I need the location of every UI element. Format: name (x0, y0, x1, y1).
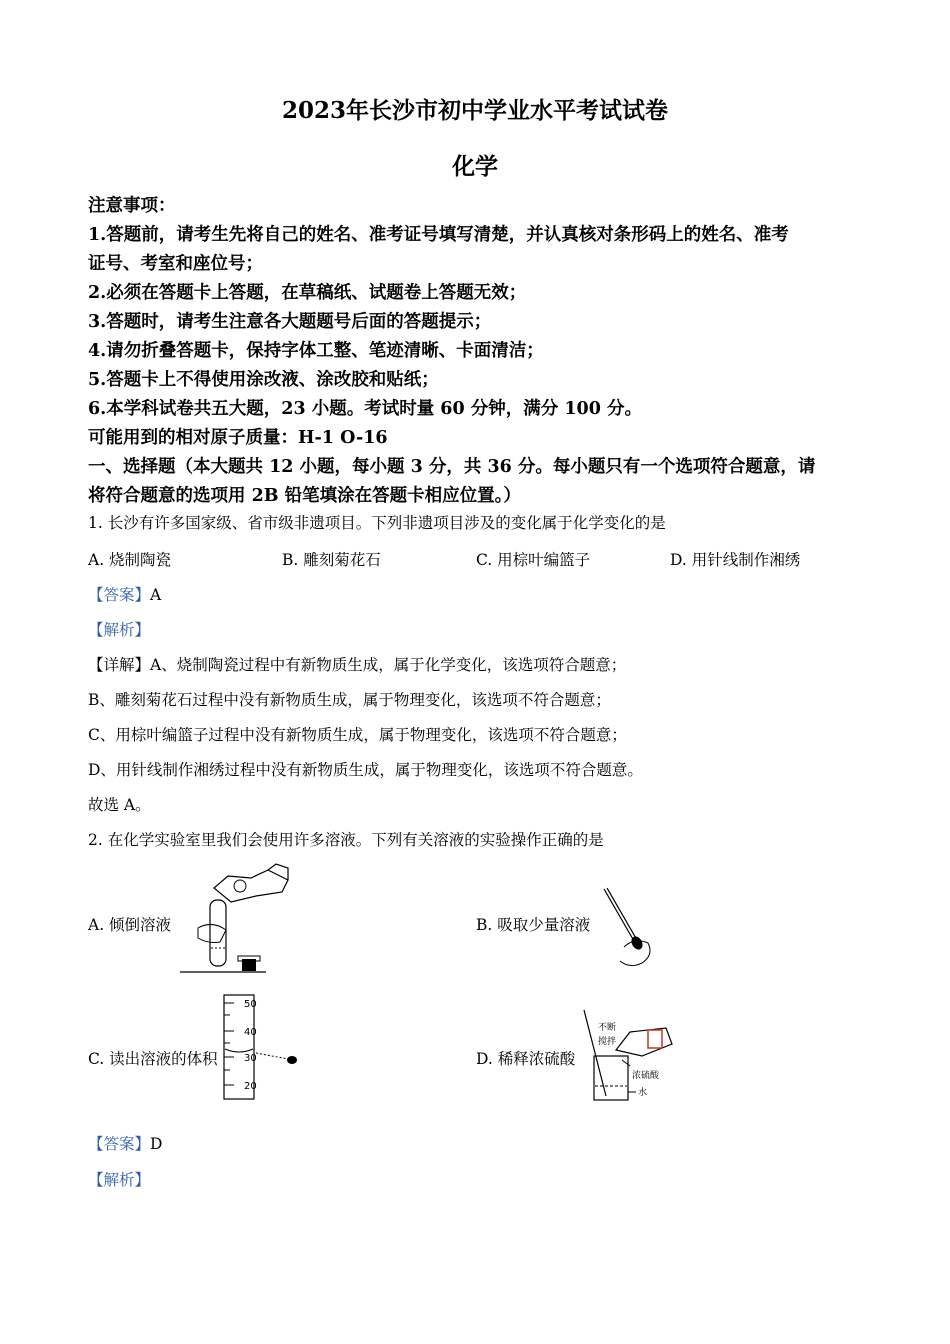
notice-heading: 注意事项： (88, 196, 176, 216)
q2-option-a: A. 倾倒溶液 (88, 916, 172, 934)
section-heading-cont: 将符合题意的选项用 2B 铅笔填涂在答题卡相应位置。） (88, 486, 521, 506)
subject-title: 化学 (452, 153, 498, 180)
notice-item: 6.本学科试卷共五大题，23 小题。考试时量 60 分钟，满分 100 分。 (88, 399, 642, 419)
q2-option-d: D. 稀释浓硫酸 (476, 1050, 576, 1068)
q1-option-b: B. 雕刻菊花石 (282, 551, 381, 569)
q1-answer (88, 583, 161, 605)
cylinder-tick-label: 30 (244, 1053, 257, 1064)
diagram-label: 浓硫酸 (632, 1071, 660, 1081)
dropper-diagram (590, 885, 660, 975)
notice-item: 4.请勿折叠答题卡，保持字体工整、笔迹清晰、卡面清洁； (88, 341, 544, 361)
question-1-stem: 1. 长沙有许多国家级、省市级非遗项目。下列非遗项目涉及的变化属于化学变化的是 (88, 514, 666, 532)
q1-detail-line: B、雕刻菊花石过程中没有新物质生成，属于物理变化，该选项不符合题意； (88, 691, 611, 709)
q1-detail-line: C、用棕叶编篮子过程中没有新物质生成，属于物理变化，该选项不符合题意； (88, 726, 627, 744)
notice-item: 证号、考室和座位号； (88, 254, 263, 274)
cylinder-tick-label: 50 (244, 999, 257, 1010)
answer-tag: 【答案】 (88, 1135, 151, 1153)
q1-option-c: C. 用棕叶编篮子 (476, 551, 591, 569)
diagram-label: 水 (638, 1088, 648, 1098)
q2-option-c: C. 读出溶液的体积 (88, 1050, 218, 1068)
detail-text: A、烧制陶瓷过程中有新物质生成，属于化学变化，该选项符合题意； (150, 656, 627, 674)
question-2-stem: 2. 在化学实验室里我们会使用许多溶液。下列有关溶液的实验操作正确的是 (88, 831, 604, 849)
notice-item: 1.答题前，请考生先将自己的姓名、准考证号填写清楚，并认真核对条形码上的姓名、准考 (88, 225, 789, 245)
q1-detail-line: D、用针线制作湘绣过程中没有新物质生成，属于物理变化，该选项不符合题意。 (88, 761, 643, 779)
section-heading: 一、选择题（本大题共 12 小题，每小题 3 分，共 36 分。每小题只有一个选项符合题意，请 (88, 457, 816, 477)
q2-analysis-tag: 【解析】 (88, 1171, 151, 1189)
q1-detail-line (88, 653, 626, 675)
notice-item: 5.答题卡上不得使用涂改液、涂改胶和贴纸； (88, 370, 439, 390)
q1-analysis-tag: 【解析】 (88, 621, 151, 639)
answer-tag: 【答案】 (88, 586, 151, 604)
cylinder-diagram (212, 993, 307, 1103)
q2-answer (88, 1132, 162, 1154)
answer-value: D (150, 1135, 163, 1153)
notice-item: 3.答题时，请考生注意各大题题号后面的答题提示； (88, 312, 492, 332)
pouring-diagram (176, 858, 301, 978)
q1-option-d: D. 用针线制作湘绣 (670, 551, 801, 569)
cylinder-tick-label: 40 (244, 1027, 257, 1038)
cylinder-tick-label: 20 (244, 1081, 257, 1092)
q1-conclusion: 故选 A。 (88, 796, 151, 814)
dilution-diagram (576, 1006, 691, 1106)
detail-tag: 【详解】 (88, 656, 151, 674)
diagram-label: 不断 (598, 1023, 617, 1033)
notice-item: 2.必须在答题卡上答题，在草稿纸、试题卷上答题无效； (88, 283, 527, 303)
page-title: 2023年长沙市初中学业水平考试试卷 (281, 97, 668, 124)
answer-value: A (150, 586, 162, 604)
q2-option-b: B. 吸取少量溶液 (476, 916, 591, 934)
diagram-label: 搅拌 (598, 1037, 617, 1047)
atomic-mass-note: 可能用到的相对原子质量：H-1 O-16 (88, 428, 388, 448)
q1-option-a: A. 烧制陶瓷 (88, 551, 172, 569)
